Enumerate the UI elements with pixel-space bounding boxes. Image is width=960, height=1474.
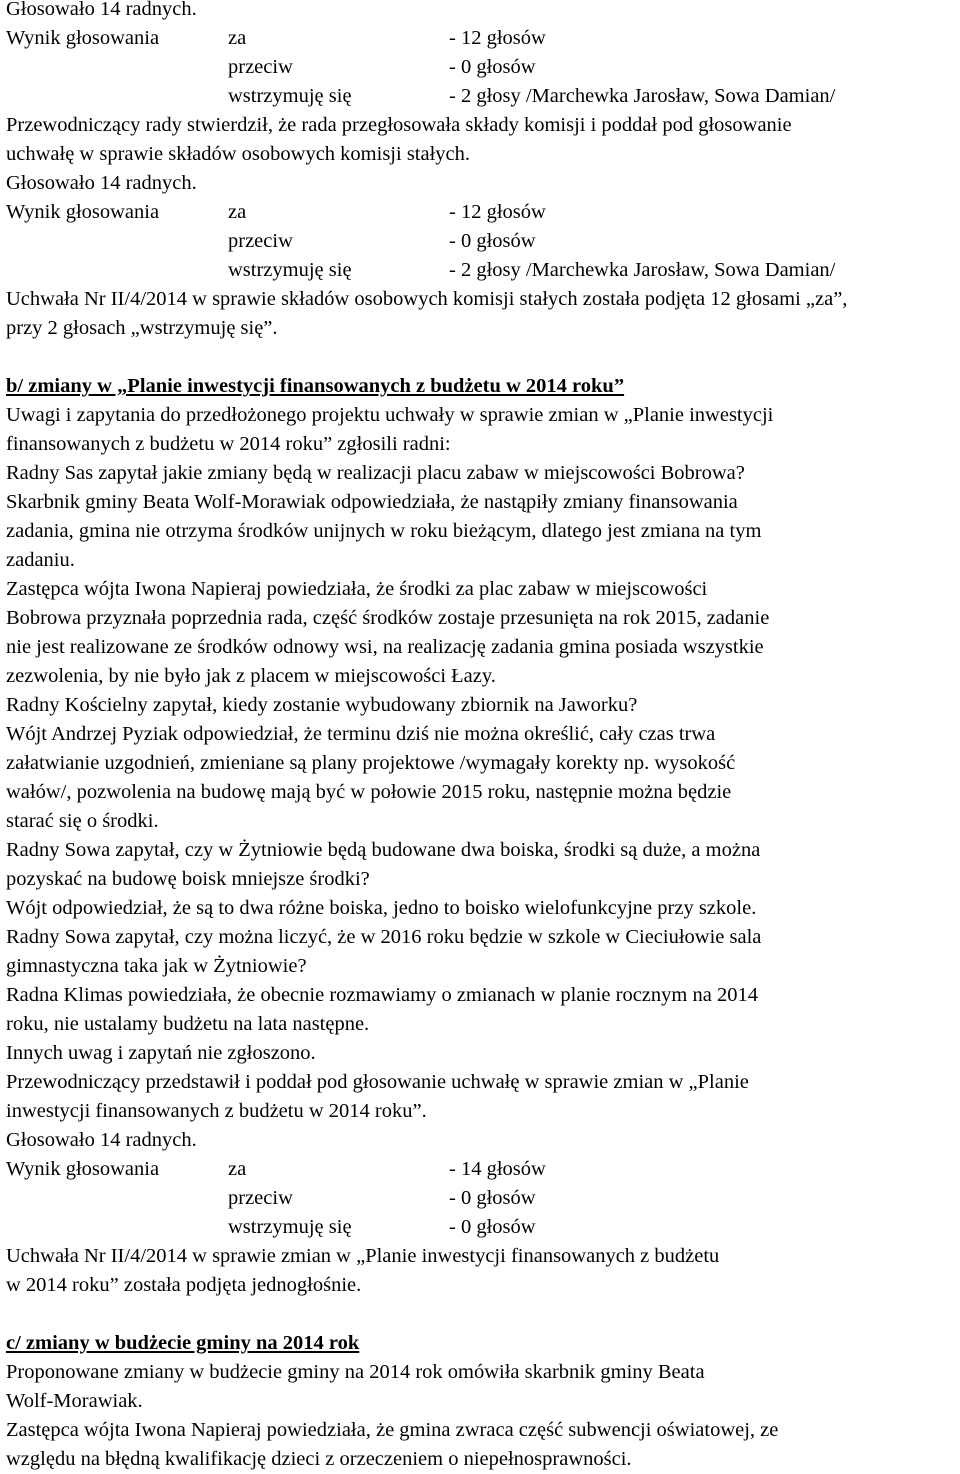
paragraph-line: w 2014 roku” została podjęta jednogłośnie. (6, 1274, 362, 1296)
paragraph-line: Radny Kościelny zapytał, kiedy zostanie wybudowany zbiornik na Jaworku? (6, 694, 638, 716)
paragraph-line: Wójt odpowiedział, że są to dwa różne boiska, jedno to boisko wielofunkcyjne przy szkole. (6, 897, 757, 919)
section-heading: b/ zmiany w „Planie inwestycji finansowanych z budżetu w 2014 roku” (6, 375, 625, 397)
vote-count: - 2 głosy /Marchewka Jarosław, Sowa Damian/ (449, 85, 836, 107)
vote-count: - 12 głosów (449, 27, 546, 49)
paragraph-line: nie jest realizowane ze środków odnowy wsi, na realizację zadania gmina posiada wszystkie (6, 636, 764, 658)
paragraph-line: Uchwała Nr II/4/2014 w sprawie zmian w „Planie inwestycji finansowanych z budżetu (6, 1245, 720, 1267)
paragraph-line: Uwagi i zapytania do przedłożonego projektu uchwały w sprawie zmian w „Planie inwestycji (6, 404, 774, 426)
vote-result-row (6, 82, 956, 111)
paragraph-line: roku, nie ustalamy budżetu na lata następne. (6, 1013, 370, 1035)
vote-result-row (6, 256, 956, 285)
paragraph-line: Głosowało 14 radnych. (6, 1129, 197, 1151)
paragraph-line: Przewodniczący przedstawił i poddał pod głosowanie uchwałę w sprawie zmian w „Planie (6, 1071, 749, 1093)
vote-option: przeciw (228, 1187, 293, 1209)
paragraph-line: Uchwała Nr II/4/2014 w sprawie składów osobowych komisji stałych została podjęta 12 głosami „za”, (6, 288, 848, 310)
paragraph-line: Proponowane zmiany w budżecie gminy na 2014 rok omówiła skarbnik gminy Beata (6, 1361, 705, 1383)
vote-label (6, 1184, 228, 1213)
paragraph-line: pozyskać na budowę boisk mniejsze środki? (6, 868, 370, 890)
vote-label (6, 53, 228, 82)
vote-option: wstrzymuję się (228, 85, 352, 107)
paragraph-line: gimnastyczna taka jak w Żytniowie? (6, 955, 307, 977)
paragraph-line: Zastępca wójta Iwona Napieraj powiedziała, że środki za plac zabaw w miejscowości (6, 578, 708, 600)
vote-option: za (228, 1158, 247, 1180)
paragraph-line: zezwolenia, by nie było jak z placem w miejscowości Łazy. (6, 665, 496, 687)
vote-option: za (228, 27, 247, 49)
paragraph-line: zadaniu. (6, 549, 75, 571)
paragraph-line: Radny Sowa zapytał, czy można liczyć, że w 2016 roku będzie w szkole w Cieciułowie sala (6, 926, 762, 948)
vote-result-row (6, 53, 956, 82)
vote-result-row (6, 227, 956, 256)
paragraph-line: Wójt Andrzej Pyziak odpowiedział, że terminu dziś nie można określić, cały czas trwa (6, 723, 716, 745)
vote-option: wstrzymuję się (228, 1216, 352, 1238)
vote-count: - 0 głosów (449, 1216, 536, 1238)
paragraph-line: przy 2 głosach „wstrzymuję się”. (6, 317, 278, 339)
paragraph-line: Radna Klimas powiedziała, że obecnie rozmawiamy o zmianach w planie rocznym na 2014 (6, 984, 758, 1006)
vote-option: przeciw (228, 230, 293, 252)
paragraph-line: Wolf-Morawiak. (6, 1390, 143, 1412)
paragraph-line: załatwianie uzgodnień, zmieniane są plany projektowe /wymagały korekty np. wysokość (6, 752, 736, 774)
vote-label (6, 227, 228, 256)
vote-option: za (228, 201, 247, 223)
vote-count: - 0 głosów (449, 230, 536, 252)
vote-label (6, 256, 228, 285)
vote-count: - 0 głosów (449, 1187, 536, 1209)
paragraph-line: Radny Sas zapytał jakie zmiany będą w realizacji placu zabaw w miejscowości Bobrowa? (6, 462, 745, 484)
vote-count: - 12 głosów (449, 201, 546, 223)
blank-line (6, 1300, 956, 1329)
paragraph-line: starać się o środki. (6, 810, 159, 832)
paragraph-line: Zastępca wójta Iwona Napieraj powiedziała, że gmina zwraca część subwencji oświatowej, ze (6, 1419, 779, 1441)
section-heading: c/ zmiany w budżecie gminy na 2014 rok (6, 1332, 360, 1354)
vote-result-row (6, 198, 956, 227)
paragraph-line: Głosowało 14 radnych. (6, 172, 197, 194)
paragraph-line: finansowanych z budżetu w 2014 roku” zgłosili radni: (6, 433, 451, 455)
vote-result-row (6, 1184, 956, 1213)
paragraph-line: zadania, gmina nie otrzyma środków unijnych w roku bieżącym, dlatego jest zmiana na tym (6, 520, 762, 542)
vote-count: - 0 głosów (449, 56, 536, 78)
paragraph-line: uchwałę w sprawie składów osobowych komisji stałych. (6, 143, 471, 165)
paragraph-line: Skarbnik gminy Beata Wolf-Morawiak odpowiedziała, że nastąpiły zmiany finansowania (6, 491, 738, 513)
paragraph-line: inwestycji finansowanych z budżetu w 2014 roku”. (6, 1100, 427, 1122)
vote-count: - 14 głosów (449, 1158, 546, 1180)
vote-label: Wynik głosowania (6, 1158, 160, 1180)
paragraph-line: Przewodniczący rady stwierdził, że rada przegłosowała składy komisji i poddał pod głosowanie (6, 114, 792, 136)
vote-option: przeciw (228, 56, 293, 78)
vote-result-row (6, 24, 956, 53)
document-page (6, 0, 956, 1474)
paragraph-line: Bobrowa przyznała poprzednia rada, część środków zostaje przesunięta na rok 2015, zadanie (6, 607, 770, 629)
paragraph-line: Innych uwag i zapytań nie zgłoszono. (6, 1042, 316, 1064)
paragraph-line: Głosowało 14 radnych. (6, 0, 197, 20)
vote-result-row (6, 1155, 956, 1184)
blank-line (6, 343, 956, 372)
vote-result-row (6, 1213, 956, 1242)
vote-label: Wynik głosowania (6, 201, 160, 223)
paragraph-line: względu na błędną kwalifikację dzieci z orzeczeniem o niepełnosprawności. (6, 1448, 632, 1470)
vote-option: wstrzymuję się (228, 259, 352, 281)
vote-label (6, 1213, 228, 1242)
paragraph-line: wałów/, pozwolenia na budowę mają być w połowie 2015 roku, następnie można będzie (6, 781, 732, 803)
vote-label (6, 82, 228, 111)
paragraph-line: Radny Sowa zapytał, czy w Żytniowie będą budowane dwa boiska, środki są duże, a można (6, 839, 761, 861)
vote-count: - 2 głosy /Marchewka Jarosław, Sowa Damian/ (449, 259, 836, 281)
vote-label: Wynik głosowania (6, 27, 160, 49)
